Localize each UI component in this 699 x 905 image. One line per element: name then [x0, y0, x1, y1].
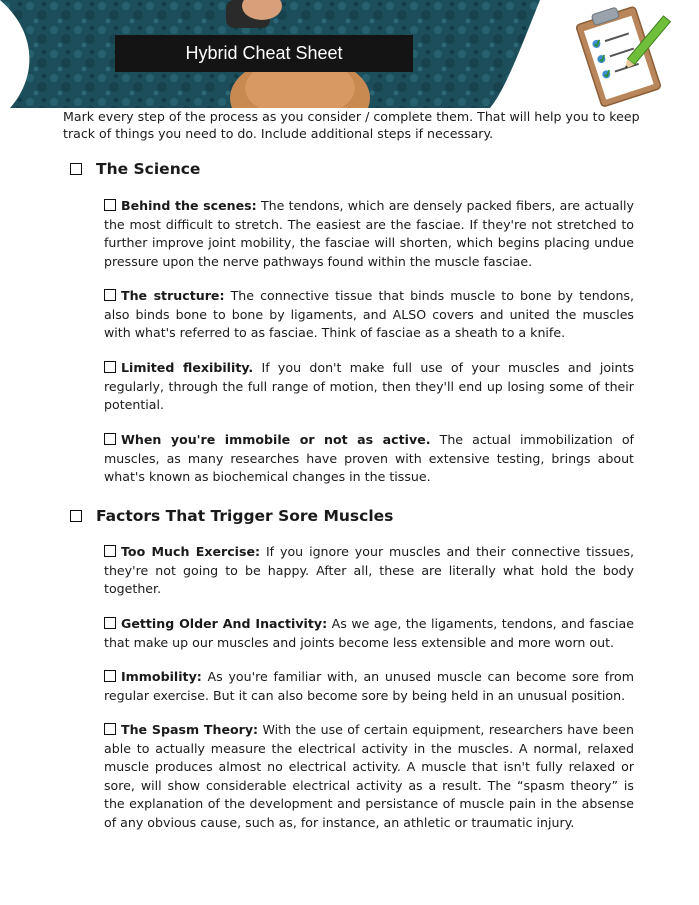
item-label: Too Much Exercise: — [121, 544, 261, 559]
checklist-item — [104, 615, 634, 652]
checklist-item — [104, 543, 634, 599]
item-checkbox[interactable] — [104, 361, 116, 373]
item-checkbox[interactable] — [104, 289, 116, 301]
item-label: Limited flexibility. — [121, 360, 254, 375]
item-text: If you ignore your muscles and their connective tissues, they're not going to be happy. After all, these are literally what hold the body together. — [104, 544, 634, 596]
clipboard-checklist-icon — [566, 3, 676, 108]
section-title: The Science — [96, 160, 201, 178]
item-text: The connective tissue that binds muscle to bone by tendons, also binds bone to bone by ligaments, and ALSO covers and united the muscles with what's referred to as fasciae. Think of fasciae as a sheath to a knife. — [104, 288, 634, 340]
section-heading-sore-muscles — [70, 507, 393, 525]
item-label: Behind the scenes: — [121, 198, 257, 213]
item-text: The tendons, which are densely packed fibers, are actually the most difficult to stretch. The easiest are the fasciae. If they're not stretched to further improve joint mobility, the fasciae will shorten, which begins placing undue pressure upon the nerve pathways found within the muscle fasciae. — [104, 198, 634, 269]
item-text: As we age, the ligaments, tendons, and fasciae that make up our muscles and joints become less extensible and more worn out. — [104, 616, 634, 650]
item-checkbox[interactable] — [104, 723, 116, 735]
item-label: Immobility: — [121, 669, 202, 684]
item-checkbox[interactable] — [104, 433, 116, 445]
header-banner — [0, 0, 540, 108]
item-label: The Spasm Theory: — [121, 722, 259, 737]
page-title: Hybrid Cheat Sheet — [115, 35, 413, 72]
item-label: Getting Older And Inactivity: — [121, 616, 328, 631]
item-label: When you're immobile or not as active. — [121, 432, 431, 447]
checklist-item — [104, 668, 634, 705]
item-text: With the use of certain equipment, researchers have been able to actually measure the electrical activity in the muscles. A normal, relaxed muscle produces almost no electrical activity. A muscle that isn't fully relaxed or sore, will show considerable electrical activity as a result. The “spasm theory” is the explanation of the development and persistance of muscle pain in the absense of any obvious cause, such as, for instance, an athletic or traumatic injury. — [104, 722, 634, 830]
checklist-item — [104, 431, 634, 487]
section-title: Factors That Trigger Sore Muscles — [96, 507, 394, 525]
item-text: As you're familiar with, an unused muscle can become sore from regular exercise. But it can also become sore by being held in an unusual position. — [104, 669, 634, 703]
item-text: The actual immobilization of muscles, as many researches have proven with extensive testing, brings about what's known as biochemical changes in the tissue. — [104, 432, 634, 484]
section-heading-science — [70, 160, 200, 178]
item-text: If you don't make full use of your muscles and joints regularly, through the full range of motion, then they'll end up losing some of their potential. — [104, 360, 635, 412]
item-label: The structure: — [121, 288, 225, 303]
item-checkbox[interactable] — [104, 199, 116, 211]
checklist-item — [104, 359, 634, 415]
checklist-item — [104, 197, 634, 271]
section-checkbox[interactable] — [70, 163, 82, 175]
checklist-item — [104, 287, 634, 343]
intro-text: Mark every step of the process as you consider / complete them. That will help you to keep track of things you need to do. Include additional steps if necessary. — [63, 109, 640, 141]
section-checkbox[interactable] — [70, 510, 82, 522]
checklist-item — [104, 721, 634, 832]
item-checkbox[interactable] — [104, 545, 116, 557]
item-checkbox[interactable] — [104, 617, 116, 629]
item-checkbox[interactable] — [104, 670, 116, 682]
